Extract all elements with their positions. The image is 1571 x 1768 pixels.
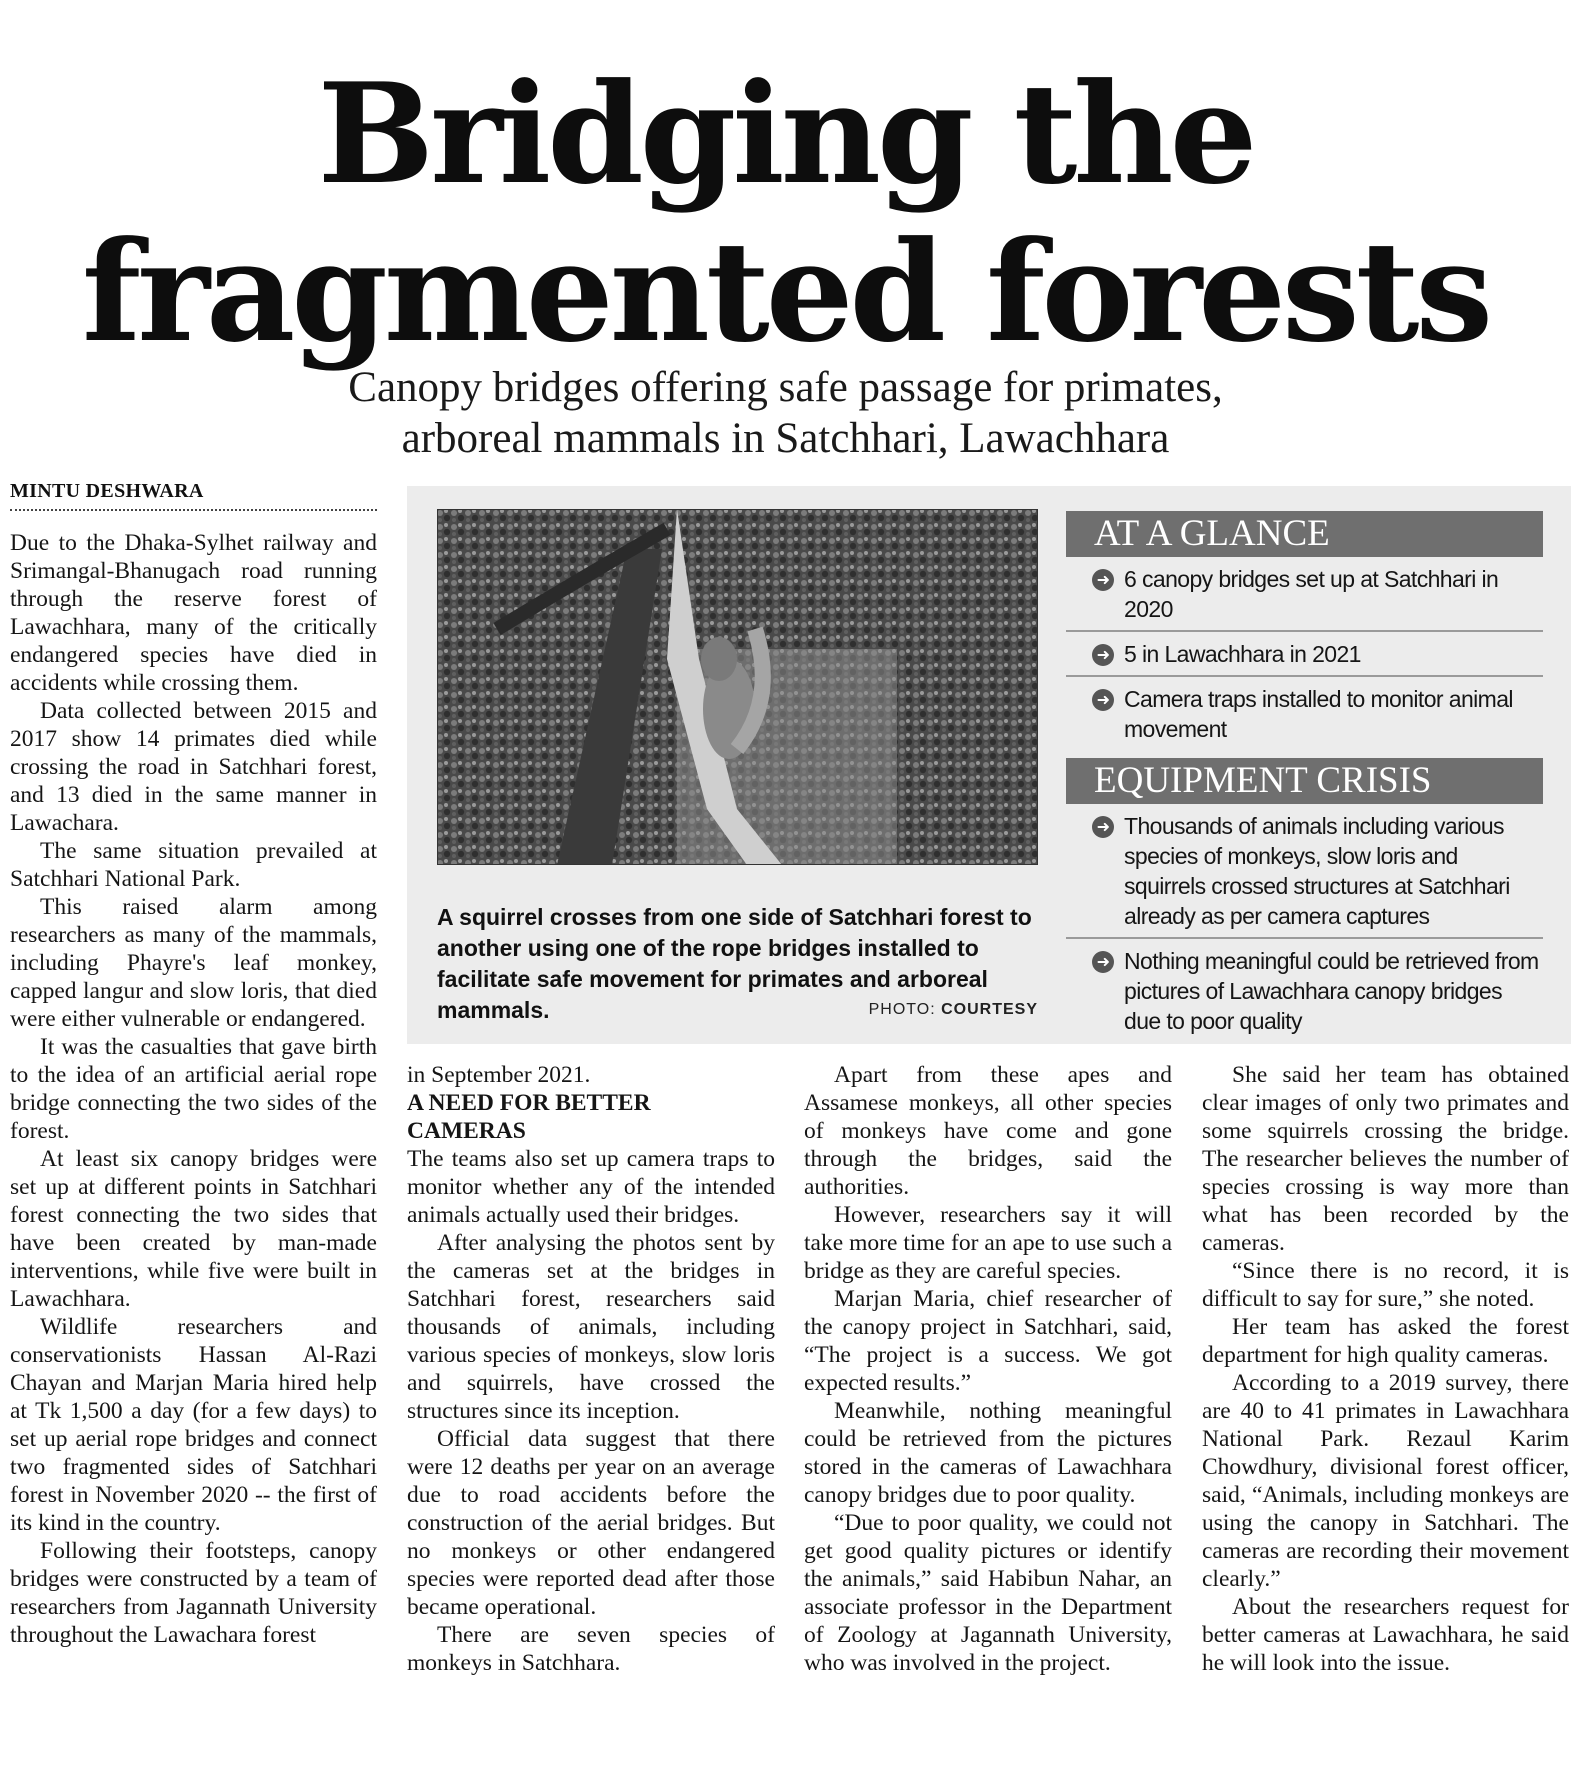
subheadline-line-2: arboreal mammals in Satchhari, Lawachhara bbox=[401, 415, 1170, 462]
headline-line-1: Bridging the bbox=[317, 52, 1254, 215]
at-a-glance-list bbox=[1066, 557, 1543, 750]
arrow-bullet-icon: ➜ bbox=[1092, 951, 1114, 973]
article-column-2 bbox=[407, 1061, 775, 1677]
list-item-text: Camera traps installed to monitor animal movement bbox=[1124, 686, 1513, 742]
arrow-bullet-icon: ➜ bbox=[1092, 816, 1114, 838]
equipment-crisis-list bbox=[1066, 804, 1543, 1042]
arrow-bullet-icon: ➜ bbox=[1092, 644, 1114, 666]
list-item bbox=[1066, 632, 1543, 677]
list-item-text: 5 in Lawachhara in 2021 bbox=[1124, 641, 1361, 667]
paragraph: in September 2021. bbox=[407, 1062, 591, 1088]
photo-credit bbox=[856, 1001, 1038, 1019]
paragraph: Apart from these apes and Assamese monkeys, all other species of monkeys have come and gone through the bridges, said the authorities. bbox=[804, 1062, 1172, 1200]
paragraph: There are seven species of monkeys in Satchhara. bbox=[407, 1622, 775, 1676]
list-item bbox=[1066, 557, 1543, 632]
list-item bbox=[1066, 677, 1543, 750]
paragraph: The teams also set up camera traps to monitor whether any of the intended animals actually used their bridges. bbox=[407, 1146, 775, 1228]
paragraph: “Due to poor quality, we could not get good quality pictures or identify the animals,” said Habibun Nahar, an associate professor in the Department of Zoology at Jagannath University, who was involved in the project. bbox=[804, 1510, 1172, 1676]
photo-credit-prefix: PHOTO: bbox=[868, 1001, 936, 1018]
equipment-crisis-title: EQUIPMENT CRISIS bbox=[1066, 758, 1543, 804]
paragraph: Official data suggest that there were 12 deaths per year on an average due to road accidents before the construction of the aerial bridges. But no monkeys or other endangered species were reported dead after those became operational. bbox=[407, 1426, 775, 1620]
paragraph: The same situation prevailed at Satchhari National Park. bbox=[10, 838, 377, 892]
photo-illustration bbox=[437, 509, 1038, 865]
paragraph: It was the casualties that gave birth to the idea of an artificial aerial rope bridge connecting the two sides of the forest. bbox=[10, 1034, 377, 1144]
article-column-3 bbox=[804, 1061, 1172, 1677]
arrow-bullet-icon: ➜ bbox=[1092, 689, 1114, 711]
squirrel-on-rope-bridge-photo bbox=[437, 509, 1038, 865]
article-column-1 bbox=[10, 529, 377, 1649]
article-column-4 bbox=[1202, 1061, 1569, 1677]
paragraph: This raised alarm among researchers as many of the mammals, including Phayre's leaf monkey, capped langur and slow loris, that died were either vulnerable or endangered. bbox=[10, 894, 377, 1032]
paragraph: About the researchers request for better cameras at Lawachhara, he said he will look into the issue. bbox=[1202, 1594, 1569, 1676]
paragraph: Marjan Maria, chief researcher of the canopy project in Satchhari, said, “The project is a success. We got expected results.” bbox=[804, 1286, 1172, 1396]
byline: MINTU DESHWARA bbox=[10, 480, 377, 511]
paragraph: Data collected between 2015 and 2017 show 14 primates died while crossing the road in Satchhari forest, and 13 died in the same manner in Lawachara. bbox=[10, 698, 377, 836]
paragraph: According to a 2019 survey, there are 40 to 41 primates in Lawachhara National Park. Rezaul Karim Chowdhury, divisional forest officer, said, “Animals, including monkeys are using the canopy in Satchhari. The cameras are recording their movement clearly.” bbox=[1202, 1370, 1569, 1592]
at-a-glance-sidebar bbox=[1066, 511, 1543, 1042]
headline bbox=[0, 52, 1571, 373]
section-heading: A NEED FOR BETTER CAMERAS bbox=[407, 1090, 651, 1144]
photo-caption: A squirrel crosses from one side of Satchhari forest to another using one of the rope bridges installed to facilitate safe movement for primates and arboreal mammals. bbox=[437, 904, 1032, 1023]
photo-credit-name: COURTESY bbox=[941, 1001, 1038, 1018]
at-a-glance-title: AT A GLANCE bbox=[1066, 511, 1543, 557]
paragraph: After analysing the photos sent by the cameras set at the bridges in Satchhari forest, researchers said thousands of animals, including various species of monkeys, slow loris and squirrels, have crossed the structures since its inception. bbox=[407, 1230, 775, 1424]
paragraph: Meanwhile, nothing meaningful could be retrieved from the pictures stored in the cameras of Lawachhara canopy bridges due to poor quality. bbox=[804, 1398, 1172, 1508]
paragraph: At least six canopy bridges were set up at different points in Satchhari forest connecting the two sides that have been created by man-made interventions, while five were built in Lawachhara. bbox=[10, 1146, 377, 1312]
list-item-text: Nothing meaningful could be retrieved from pictures of Lawachhara canopy bridges due to poor quality bbox=[1124, 948, 1539, 1034]
list-item bbox=[1066, 804, 1543, 939]
paragraph: “Since there is no record, it is difficult to say for sure,” she noted. bbox=[1202, 1258, 1569, 1312]
paragraph: Her team has asked the forest department for high quality cameras. bbox=[1202, 1314, 1569, 1368]
paragraph: Due to the Dhaka-Sylhet railway and Srimangal-Bhanugach road running through the reserve forest of Lawachhara, many of the critically endangered species have died in accidents while crossing them. bbox=[10, 530, 377, 696]
subheadline bbox=[0, 362, 1571, 464]
paragraph: Following their footsteps, canopy bridges were constructed by a team of researchers from Jagannath University throughout the Lawachara forest bbox=[10, 1538, 377, 1648]
paragraph: Wildlife researchers and conservationists Hassan Al-Razi Chayan and Marjan Maria hired help at Tk 1,500 a day (for a few days) to set up aerial rope bridges and connect two fragmented sides of Satchhari forest in November 2020 -- the first of its kind in the country. bbox=[10, 1314, 377, 1536]
list-item-text: 6 canopy bridges set up at Satchhari in 2020 bbox=[1124, 566, 1499, 622]
subheadline-line-1: Canopy bridges offering safe passage for primates, bbox=[348, 364, 1223, 411]
paragraph: However, researchers say it will take more time for an ape to use such a bridge as they are careful species. bbox=[804, 1202, 1172, 1284]
list-item-text: Thousands of animals including various species of monkeys, slow loris and squirrels crossed structures at Satchhari already as per camera captures bbox=[1124, 813, 1510, 929]
paragraph: She said her team has obtained clear images of only two primates and some squirrels crossing the bridge. The researcher believes the number of species crossing is way more than what has been recorded by the cameras. bbox=[1202, 1062, 1569, 1256]
list-item bbox=[1066, 939, 1543, 1042]
arrow-bullet-icon: ➜ bbox=[1092, 569, 1114, 591]
headline-line-2: fragmented forests bbox=[81, 210, 1490, 373]
